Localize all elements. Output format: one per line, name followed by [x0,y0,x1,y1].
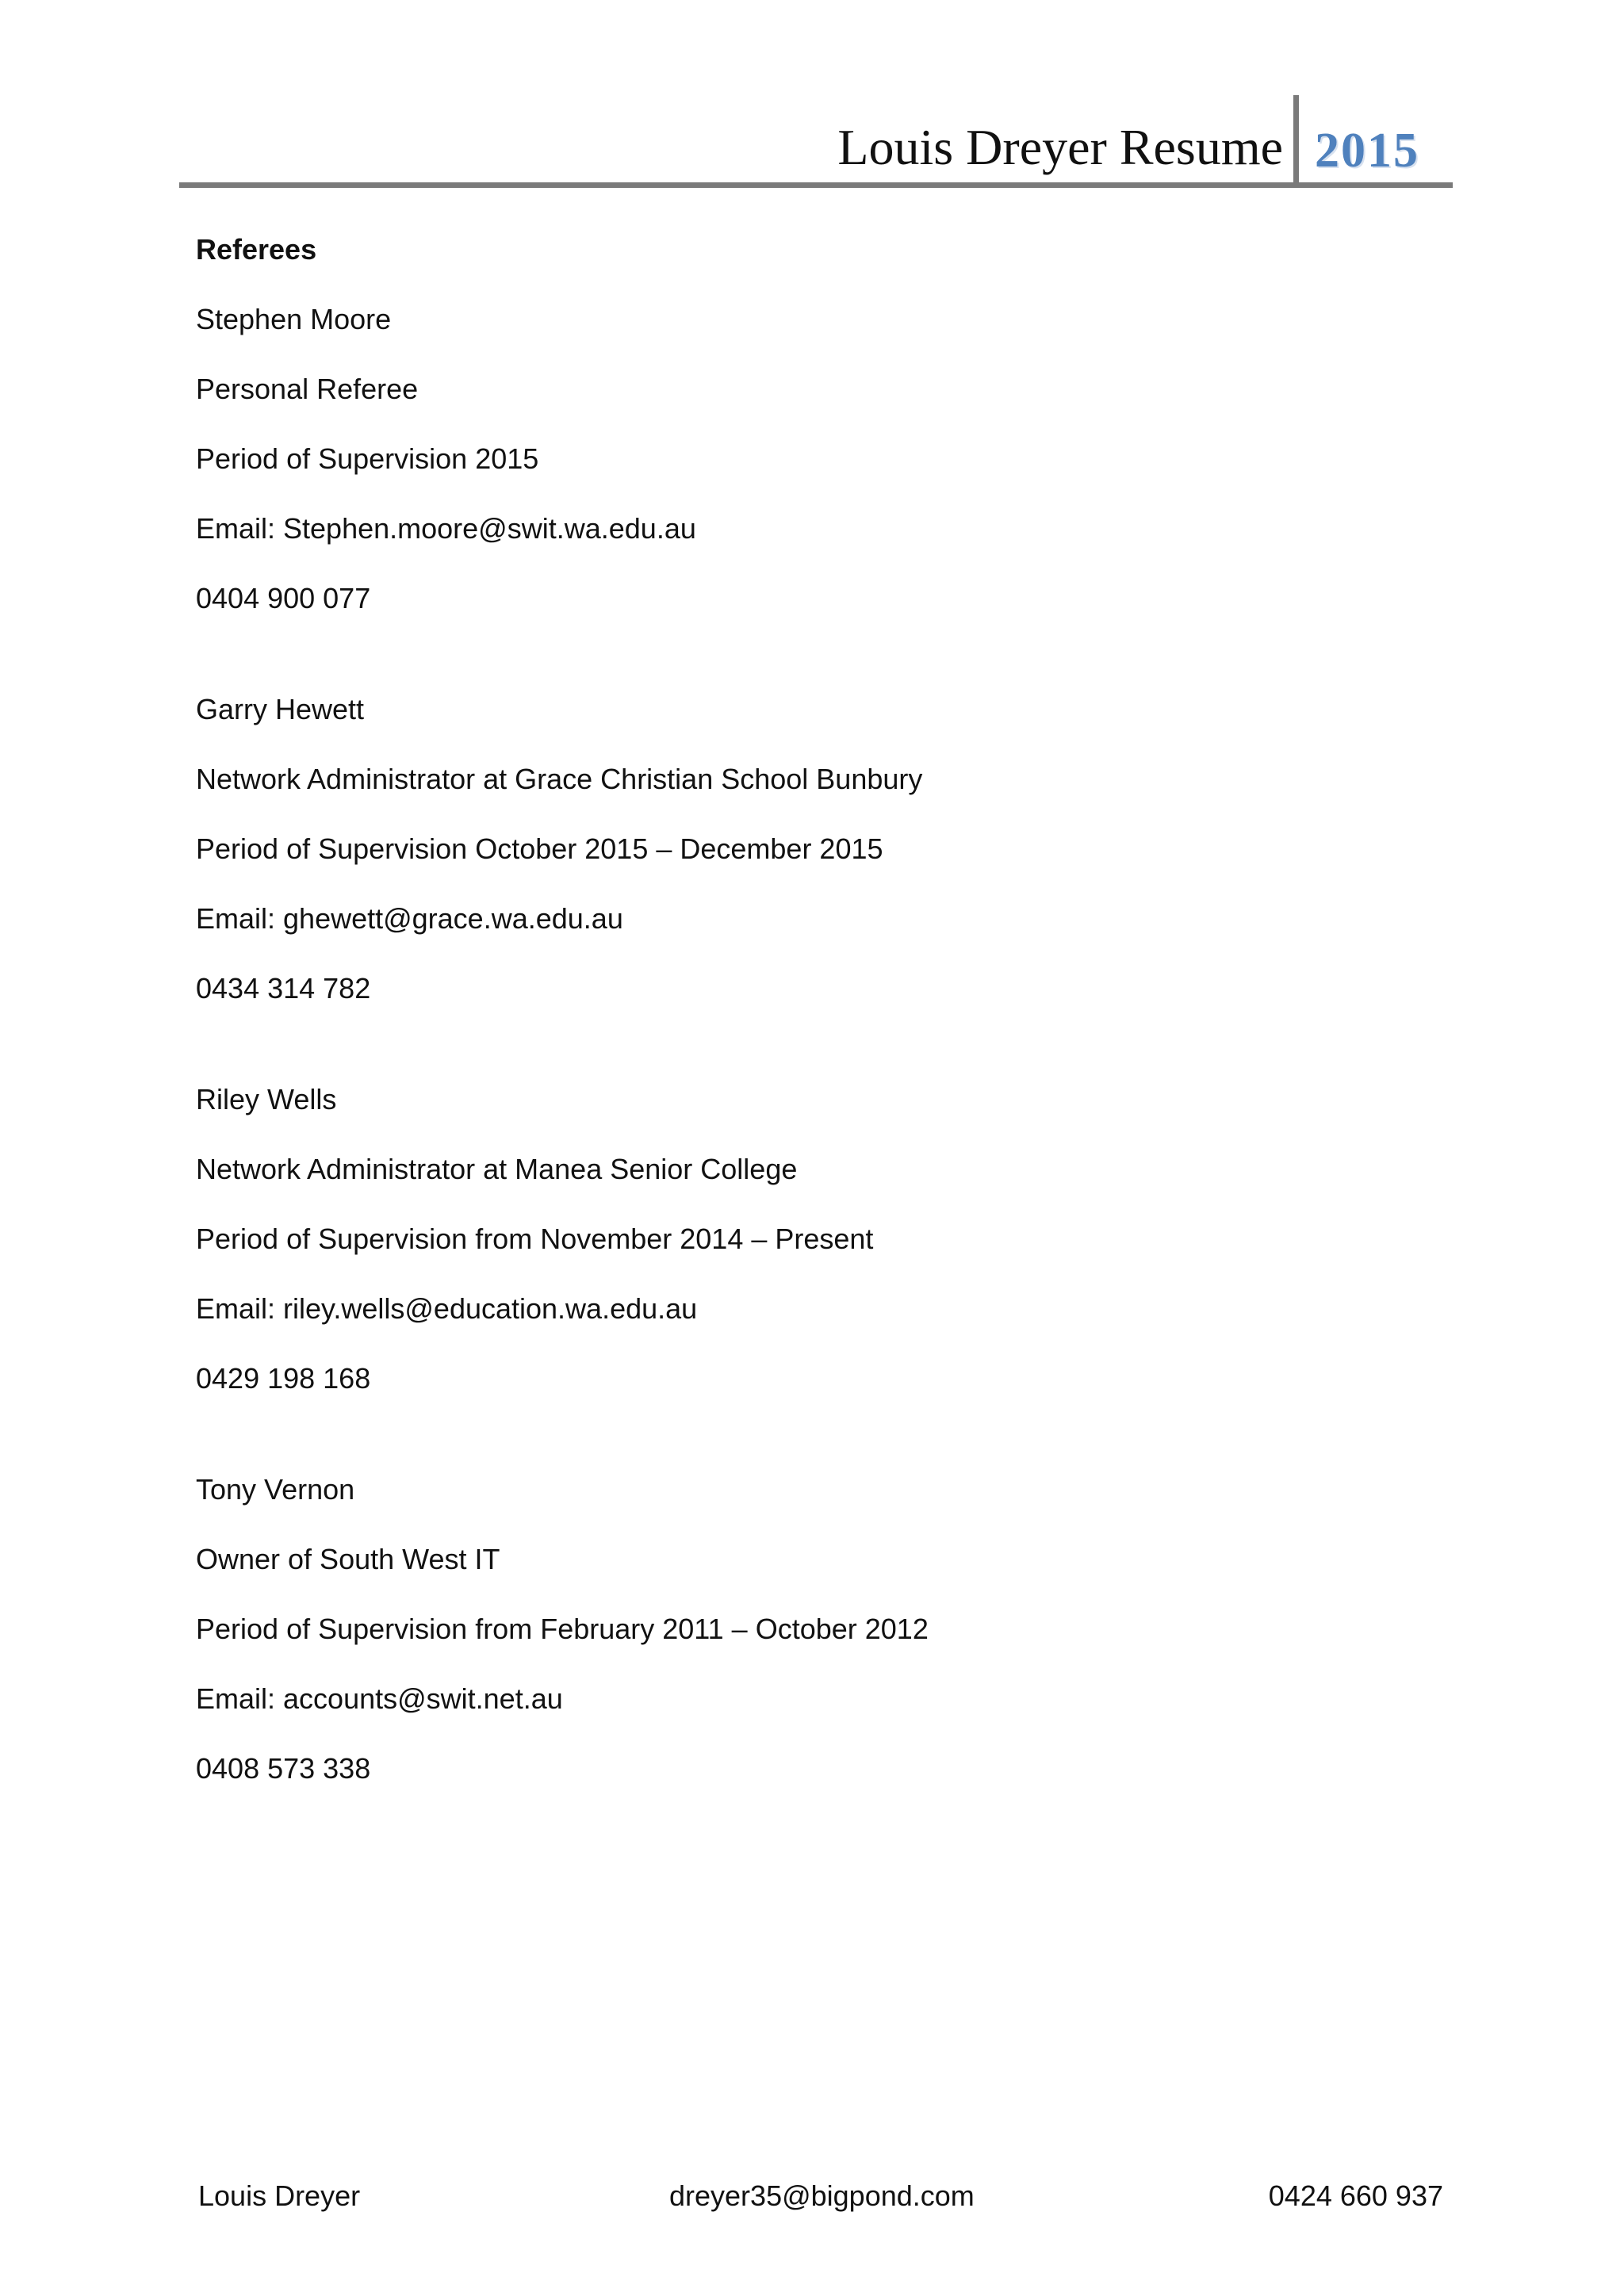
referee-entry [196,1077,1433,1402]
referee-role: Network Administrator at Grace Christian School Bunbury [196,763,923,795]
referee-name: Garry Hewett [196,693,365,725]
referee-period: Period of Supervision from February 2011 – October 2012 [196,1613,929,1645]
page-footer [198,2172,1443,2220]
referee-phone: 0404 900 077 [196,582,371,614]
header-year: 2015 [1315,124,1419,178]
referee-entry [196,1467,1433,1792]
referee-email: Email: Stephen.moore@swit.wa.edu.au [196,512,696,545]
referee-email: Email: ghewett@grace.wa.edu.au [196,902,623,935]
referee-name: Riley Wells [196,1083,337,1115]
header-rule [179,182,1453,188]
header-divider [1293,95,1299,186]
referee-phone: 0408 573 338 [196,1752,371,1785]
footer-email: dreyer35@bigpond.com [669,2179,975,2212]
referee-phone: 0434 314 782 [196,972,371,1004]
referee-name: Stephen Moore [196,303,392,335]
referee-role: Network Administrator at Manea Senior College [196,1153,798,1185]
footer-phone: 0424 660 937 [1268,2179,1443,2212]
referee-role: Owner of South West IT [196,1543,500,1575]
referee-period: Period of Supervision October 2015 – December 2015 [196,832,883,865]
section-heading: Referees [196,233,317,266]
referee-name: Tony Vernon [196,1473,355,1506]
referee-role: Personal Referee [196,373,419,405]
footer-name: Louis Dreyer [198,2179,361,2212]
referee-phone: 0429 198 168 [196,1362,371,1395]
referee-entry [196,297,1433,622]
referees-section [196,227,1433,1857]
referee-email: Email: accounts@swit.net.au [196,1682,563,1715]
page-header [179,94,1453,189]
referee-email: Email: riley.wells@education.wa.edu.au [196,1292,698,1325]
referee-entry [196,687,1433,1012]
header-title: Louis Dreyer Resume [837,119,1283,175]
referee-period: Period of Supervision 2015 [196,442,539,475]
referee-period: Period of Supervision from November 2014 – Present [196,1223,874,1255]
